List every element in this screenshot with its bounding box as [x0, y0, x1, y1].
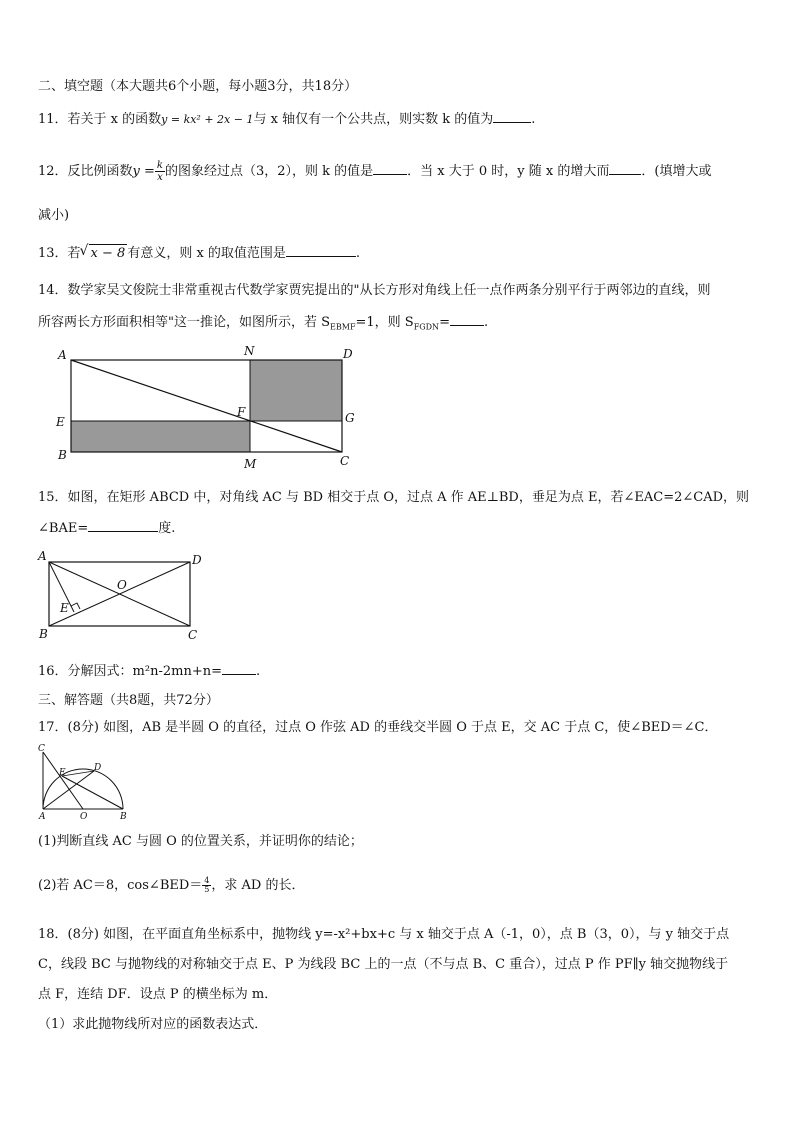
fig15-label-c: C [188, 628, 198, 642]
q14-sub-ebmf: EBMF [330, 322, 356, 332]
question-17-part2 [38, 877, 304, 895]
q13-suffix: 有意义，则 x 的取值范围是 [127, 246, 286, 261]
fig14-label-b: B [58, 448, 67, 462]
q17-numerator: 4 [204, 876, 210, 885]
q13-prefix: 13．若 [38, 246, 81, 261]
question-18-part1: （1）求此抛物线所对应的函数表达式． [38, 1017, 268, 1032]
fig14-label-n: N [244, 344, 255, 358]
q12-y: y = [132, 164, 155, 179]
q12-end: ．(填增大或 [641, 164, 712, 179]
q13-sqrt-expression: √ x − 8 [89, 244, 128, 263]
q12-mid2: ．当 x 大于 0 时，y 随 x 的增大而 [407, 164, 610, 179]
fig17-label-a: A [39, 812, 46, 822]
fig17-label-b: B [120, 812, 127, 822]
q13-end: . [355, 246, 361, 261]
fig15-label-o: O [117, 578, 127, 592]
q16-end: . [255, 664, 261, 679]
q12-numerator: k [156, 160, 163, 171]
question-15-line1: 15．如图，在矩形 ABCD 中，对角线 AC 与 BD 相交于点 O，过点 A 作 AE⊥BD，垂足为点 E，若∠EAC=2∠CAD，则 [38, 490, 750, 505]
q12-fraction [155, 160, 165, 183]
q17-denominator: 5 [204, 885, 210, 894]
fig14-label-e: E [56, 415, 65, 429]
fig15-label-e: E [60, 601, 69, 615]
q14-line2-eq: = [439, 315, 450, 330]
fig17-label-e: E [59, 768, 66, 778]
fig15-label-b: B [39, 627, 48, 641]
q14-line2-prefix: 所容两长方形面积相等"这一推论，如图所示，若 S [38, 315, 331, 330]
section3-header: 三、解答题（共8题，共72分） [38, 693, 219, 708]
question-18-line2: C，线段 BC 与抛物线的对称轴交于点 E、P 为线段 BC 上的一点（不与点 B、C 重合），过点 P 作 PF∥y 轴交抛物线于 [38, 957, 729, 972]
q15-line2-end: 度. [158, 521, 176, 536]
question-11 [38, 110, 535, 129]
figure-15-rectangle-diagram [36, 548, 216, 644]
q11-answer-blank[interactable] [493, 110, 531, 123]
q13-answer-blank[interactable] [286, 244, 356, 257]
fig17-line-co [43, 752, 83, 809]
q16-text: 16．分解因式：m²n-2mn+n= [38, 664, 222, 679]
q11-suffix: 与 x 轴仅有一个公共点，则实数 k 的值为 [253, 112, 494, 127]
q12-answer-blank-2[interactable] [609, 162, 641, 175]
fig17-label-o: O [80, 812, 88, 822]
question-12 [38, 160, 711, 183]
q14-line2-mid: =1，则 S [355, 315, 414, 330]
question-16 [38, 662, 260, 681]
q16-answer-blank[interactable] [222, 662, 256, 675]
q14-sub-fgdn: FGDN [413, 322, 440, 332]
question-15-line2 [38, 519, 175, 538]
question-14-line1: 14．数学家吴文俊院士非常重视古代数学家贾宪提出的"从长方形对角线上任一点作两条分别平行于两邻边的直线，则 [38, 283, 711, 298]
fig15-label-a: A [38, 549, 47, 563]
question-18-line3: 点 F，连结 DF．设点 P 的横坐标为 m． [38, 987, 278, 1002]
fig14-label-d: D [343, 347, 353, 361]
q15-line2-prefix: ∠BAE= [38, 521, 89, 536]
q17-part2-prefix: (2)若 AC＝8，cos∠BED＝ [38, 878, 203, 893]
q11-function: y = kx² + 2x − 1 [161, 113, 254, 126]
fig17-chord-ad [43, 771, 94, 809]
fig14-shaded-fgdn [250, 360, 342, 421]
question-18-line1: 18．(8分) 如图，在平面直角坐标系中，抛物线 y=-x²+bx+c 与 x 轴交于点 A（-1，0），点 B（3，0），与 y 轴交于点 [38, 927, 730, 942]
figure-17-semicircle-diagram [36, 742, 132, 822]
fig17-label-d: D [94, 763, 102, 773]
fig17-label-c: C [38, 744, 45, 754]
q11-end: . [531, 112, 536, 127]
fig14-shaded-ebmf [71, 421, 250, 452]
question-17-part1: (1)判断直线 AC 与圆 O 的位置关系，并证明你的结论； [38, 834, 363, 849]
section2-header: 二、填空题（本大题共6个小题，每小题3分，共18分） [38, 79, 358, 94]
question-14-line2 [38, 313, 488, 337]
q17-part2-suffix: ，求 AD 的长． [211, 878, 305, 893]
fig15-label-d: D [192, 553, 202, 567]
question-17-line1: 17．(8分) 如图，AB 是半圆 O 的直径，过点 O 作弦 AD 的垂线交半圆 O 于点 E，交 AC 于点 C，使∠BED＝∠C． [38, 720, 718, 735]
q12-answer-blank-1[interactable] [373, 162, 407, 175]
q12-continuation: 减小) [38, 208, 70, 223]
fig14-label-m: M [244, 457, 257, 471]
fig14-label-c: C [340, 454, 350, 468]
figure-14-rectangle-diagram [50, 340, 370, 475]
fig14-label-f: F [237, 405, 246, 419]
q15-answer-blank[interactable] [88, 519, 158, 532]
q12-prefix: 12．反比例函数 [38, 164, 133, 179]
q12-denominator: x [157, 172, 163, 183]
q14-answer-blank[interactable] [450, 313, 484, 326]
q12-mid: 的图象经过点（3，2），则 k 的值是 [164, 164, 374, 179]
fig14-label-a: A [58, 348, 67, 362]
q14-end: . [483, 315, 489, 330]
question-13 [38, 244, 360, 263]
fig14-label-g: G [345, 411, 355, 425]
q11-prefix: 11．若关于 x 的函数 [38, 112, 162, 127]
